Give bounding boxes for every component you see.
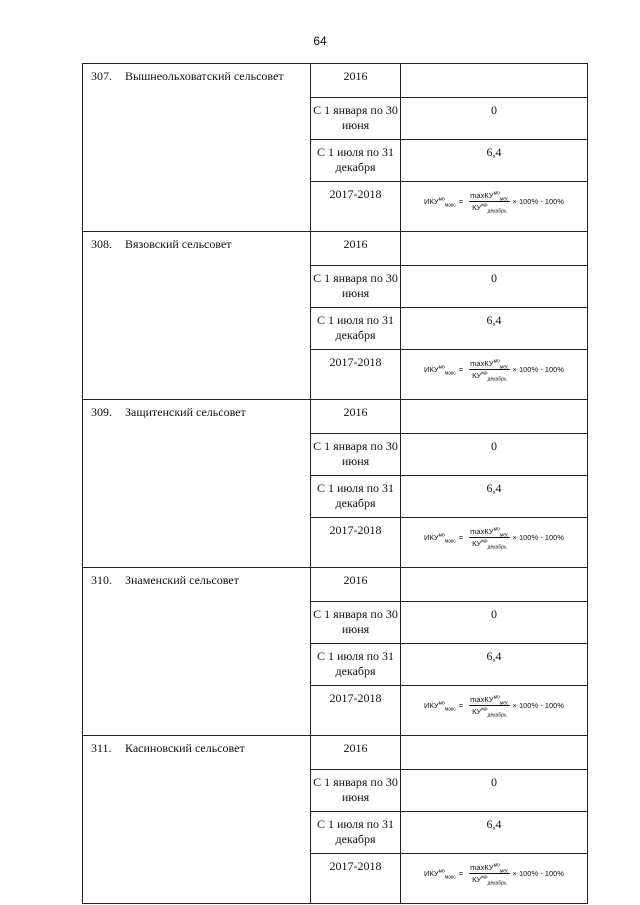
row-number: 309. — [91, 405, 112, 419]
page-number: 64 — [313, 34, 327, 48]
second-half-value: 6,4 — [401, 476, 588, 518]
formula-cell — [401, 182, 588, 232]
second-half-period: С 1 июля по 31 декабря — [311, 644, 401, 686]
year-cell: 2016 — [311, 736, 401, 770]
formula-lhs: $ИКУ^{мо}_{макс}$ — [423, 532, 456, 545]
row-number: 308. — [91, 237, 112, 251]
year-value-cell — [401, 400, 588, 434]
municipality-name: Знаменский сельсовет — [125, 573, 239, 587]
formula-lhs: $ИКУ^{мо}_{макс}$ — [423, 364, 456, 377]
formula-tail: × 100% - 100% — [512, 197, 564, 206]
formula-equals: = — [458, 197, 464, 206]
municipality-cell — [83, 232, 311, 400]
formula — [401, 862, 587, 887]
formula-equals: = — [458, 701, 464, 710]
year-cell: 2016 — [311, 64, 401, 98]
range-period: 2017-2018 — [311, 854, 401, 904]
municipality-cell — [83, 64, 311, 232]
row-number: 307. — [91, 69, 112, 83]
second-half-value: 6,4 — [401, 812, 588, 854]
formula-fraction — [469, 190, 509, 215]
second-half-value: 6,4 — [401, 308, 588, 350]
year-cell: 2016 — [311, 400, 401, 434]
formula-fraction — [469, 526, 509, 551]
formula-numerator: maxКУ$^{мо}_{мес}$ — [470, 358, 509, 371]
formula-fraction — [469, 694, 509, 719]
municipality-cell — [83, 568, 311, 736]
table-row-year — [83, 232, 588, 266]
second-half-value: 6,4 — [401, 644, 588, 686]
municipality-cell — [83, 400, 311, 568]
formula-lhs: $ИКУ^{мо}_{макс}$ — [423, 868, 456, 881]
first-half-period: С 1 января по 30 июня — [311, 98, 401, 140]
formula-denominator: $КУ^{мо}_{декабрь}$ — [472, 874, 507, 887]
second-half-period: С 1 июля по 31 декабря — [311, 812, 401, 854]
formula-numerator: maxКУ$^{мо}_{мес}$ — [470, 526, 509, 539]
first-half-value: 0 — [401, 770, 588, 812]
formula-denominator: $КУ^{мо}_{декабрь}$ — [472, 202, 507, 215]
second-half-period: С 1 июля по 31 декабря — [311, 308, 401, 350]
formula-equals: = — [458, 365, 464, 374]
row-number: 310. — [91, 573, 112, 587]
first-half-value: 0 — [401, 98, 588, 140]
formula — [401, 358, 587, 383]
first-half-period: С 1 января по 30 июня — [311, 770, 401, 812]
first-half-value: 0 — [401, 434, 588, 476]
second-half-value: 6,4 — [401, 140, 588, 182]
formula — [401, 526, 587, 551]
formula-cell — [401, 350, 588, 400]
municipality-name: Вязовский сельсовет — [125, 237, 232, 251]
formula-fraction — [469, 358, 509, 383]
table-row-year — [83, 736, 588, 770]
formula-fraction — [469, 862, 509, 887]
second-half-period: С 1 июля по 31 декабря — [311, 476, 401, 518]
range-period: 2017-2018 — [311, 686, 401, 736]
year-cell: 2016 — [311, 232, 401, 266]
first-half-value: 0 — [401, 266, 588, 308]
range-period: 2017-2018 — [311, 350, 401, 400]
formula-tail: × 100% - 100% — [512, 365, 564, 374]
year-value-cell — [401, 64, 588, 98]
table-row-year — [83, 568, 588, 602]
first-half-period: С 1 января по 30 июня — [311, 266, 401, 308]
formula-tail: × 100% - 100% — [512, 533, 564, 542]
first-half-period: С 1 января по 30 июня — [311, 602, 401, 644]
formula-equals: = — [458, 869, 464, 878]
row-number: 311. — [91, 741, 112, 755]
year-value-cell — [401, 736, 588, 770]
formula-denominator: $КУ^{мо}_{декабрь}$ — [472, 706, 507, 719]
table-body — [83, 64, 588, 904]
range-period: 2017-2018 — [311, 182, 401, 232]
year-cell: 2016 — [311, 568, 401, 602]
formula-equals: = — [458, 533, 464, 542]
first-half-value: 0 — [401, 602, 588, 644]
formula-cell — [401, 518, 588, 568]
formula-tail: × 100% - 100% — [512, 701, 564, 710]
second-half-period: С 1 июля по 31 декабря — [311, 140, 401, 182]
range-period: 2017-2018 — [311, 518, 401, 568]
municipality-name: Вышнеольховатский сельсовет — [125, 69, 284, 83]
first-half-period: С 1 января по 30 июня — [311, 434, 401, 476]
municipality-name: Касиновский сельсовет — [125, 741, 245, 755]
formula-lhs: $ИКУ^{мо}_{макс}$ — [423, 700, 456, 713]
municipality-cell — [83, 736, 311, 904]
formula-lhs: $ИКУ^{мо}_{макс}$ — [423, 196, 456, 209]
formula-denominator: $КУ^{мо}_{декабрь}$ — [472, 370, 507, 383]
formula-cell — [401, 854, 588, 904]
formula — [401, 694, 587, 719]
formula-tail: × 100% - 100% — [512, 869, 564, 878]
formula-denominator: $КУ^{мо}_{декабрь}$ — [472, 538, 507, 551]
table-row-year — [83, 64, 588, 98]
formula-cell — [401, 686, 588, 736]
table-row-year — [83, 400, 588, 434]
year-value-cell — [401, 232, 588, 266]
year-value-cell — [401, 568, 588, 602]
formula-numerator: maxКУ$^{мо}_{мес}$ — [470, 862, 509, 875]
formula-numerator: maxКУ$^{мо}_{мес}$ — [470, 694, 509, 707]
formula — [401, 190, 587, 215]
tariff-table — [82, 63, 588, 904]
formula-numerator: maxКУ$^{мо}_{мес}$ — [470, 190, 509, 203]
municipality-name: Защитенский сельсовет — [125, 405, 246, 419]
